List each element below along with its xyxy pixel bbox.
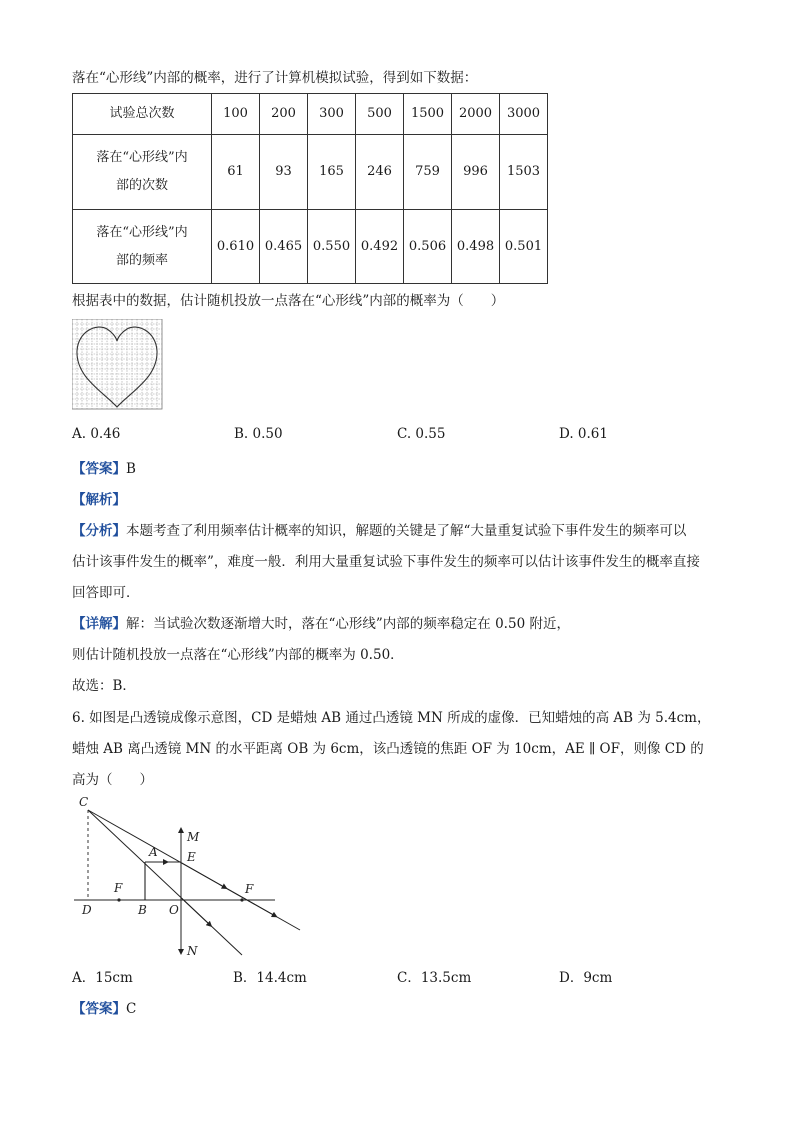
table-cell: 0.610: [212, 210, 260, 284]
option-b: B. 0.50: [234, 426, 283, 442]
table-cell: 61: [212, 135, 260, 210]
table-cell: 759: [404, 135, 452, 210]
row-label-line: 部的次数: [115, 178, 168, 193]
row-label-line: 落在“心形线”内: [96, 224, 188, 240]
label-f-left: F: [114, 881, 123, 895]
data-table: [72, 93, 548, 284]
detail-text: 解：当试验次数逐渐增大时，落在“心形线”内部的频率稳定在 0.50 附近，: [126, 616, 570, 632]
q6-stem-line-2: 蜡烛 AB 离凸透镜 MN 的水平距离 OB 为 6cm，该凸透镜的焦距 OF 为 10cm，AE ∥ OF，则像 CD 的: [72, 741, 704, 757]
answer-value: B: [126, 461, 136, 477]
table-cell: 246: [356, 135, 404, 210]
detail-tag: 【详解】: [72, 616, 126, 632]
fenxi-tag: 【分析】: [72, 523, 126, 539]
row-label-line: 落在“心形线”内: [96, 150, 188, 165]
q5-options: [72, 426, 732, 444]
q6-answer-line: [72, 997, 136, 1017]
table-header-cell: 500: [356, 94, 404, 135]
option-c: C. 0.55: [397, 426, 446, 442]
q6-stem-line-3: 高为（ ）: [72, 772, 153, 788]
option-d: D．9cm: [559, 970, 613, 986]
option-d: D. 0.61: [559, 426, 608, 442]
option-c: C．13.5cm: [397, 970, 472, 986]
focal-point-right: [240, 898, 243, 901]
row-label-line: 部的频率: [115, 252, 168, 268]
table-header-cell: 2000: [452, 94, 500, 135]
table-header-cell: 100: [212, 94, 260, 135]
label-f-right: F: [245, 882, 254, 896]
q5-analysis-tag: [72, 488, 126, 508]
table-header-cell: 试验总次数: [73, 94, 212, 135]
table-row: [73, 135, 548, 210]
heart-grid-figure: [72, 319, 164, 411]
option-a: A. 0.46: [72, 426, 121, 442]
ray-e-arrow: [181, 863, 225, 888]
table-cell: 0.498: [452, 210, 500, 284]
q6-options: [72, 966, 732, 984]
q5-stem: 根据表中的数据，估计随机投放一点落在“心形线”内部的概率为（ ）: [72, 293, 505, 309]
table-row: [73, 210, 548, 284]
fenxi-text-3: 回答即可．: [72, 585, 140, 601]
label-o: O: [169, 903, 179, 917]
label-e: E: [187, 850, 196, 864]
table-row: [73, 94, 548, 135]
lens-diagram: [70, 790, 310, 960]
label-b: B: [138, 903, 147, 917]
table-cell: 0.550: [308, 210, 356, 284]
table-cell: 0.465: [260, 210, 308, 284]
label-c: C: [79, 795, 89, 809]
q6-stem-line-1: 6. 如图是凸透镜成像示意图，CD 是蜡烛 AB 通过凸透镜 MN 所成的虚像．已知蜡烛的高 AB 为 5.4cm，: [72, 710, 711, 726]
answer-value: C: [126, 1001, 137, 1017]
table-header-cell: 1500: [404, 94, 452, 135]
label-n: N: [187, 944, 198, 958]
option-b: B．14.4cm: [233, 970, 307, 986]
answer-tag: 【答案】: [72, 461, 126, 477]
focal-point-left: [117, 898, 120, 901]
table-row-label: [73, 135, 212, 210]
option-a: A．15cm: [72, 970, 133, 986]
label-m: M: [187, 830, 200, 844]
table-cell: 996: [452, 135, 500, 210]
q5-choose: 故选：B．: [72, 678, 136, 694]
table-cell: 0.492: [356, 210, 404, 284]
ray-c-a-o: [88, 810, 242, 955]
table-row-label: [73, 210, 212, 284]
ray-o-arrow: [181, 898, 210, 925]
q5-detail-line: [72, 612, 570, 632]
analysis-tag: 【解析】: [72, 492, 126, 508]
answer-tag: 【答案】: [72, 1001, 126, 1017]
table-cell: 0.506: [404, 210, 452, 284]
detail-text-2: 则估计随机投放一点落在“心形线”内部的概率为 0.50．: [72, 647, 404, 663]
fenxi-text-2: 估计该事件发生的概率”，难度一般．利用大量重复试验下事件发生的频率可以估计该事件发生的概率直接: [72, 554, 700, 570]
table-header-cell: 200: [260, 94, 308, 135]
intro-text: 落在“心形线”内部的概率，进行了计算机模拟试验，得到如下数据：: [72, 70, 478, 86]
fenxi-text: 本题考查了利用频率估计概率的知识，解题的关键是了解“大量重复试验下事件发生的频率可以: [126, 523, 687, 539]
table-cell: 0.501: [500, 210, 548, 284]
label-a: A: [149, 845, 158, 859]
q5-fenxi-line: [72, 519, 686, 539]
q5-answer-line: [72, 457, 136, 477]
table-cell: 1503: [500, 135, 548, 210]
table-cell: 165: [308, 135, 356, 210]
table-header-cell: 300: [308, 94, 356, 135]
table-cell: 93: [260, 135, 308, 210]
label-d: D: [82, 903, 92, 917]
table-header-cell: 3000: [500, 94, 548, 135]
